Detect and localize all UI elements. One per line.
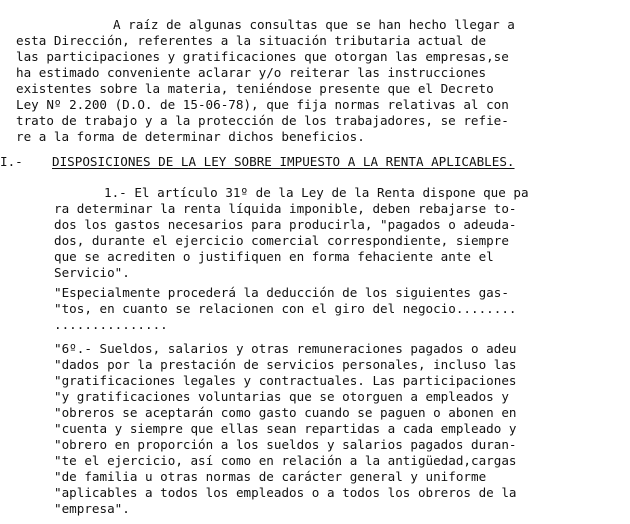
quote-line: "dados por la prestación de servicios personales, incluso las bbox=[54, 357, 517, 372]
paragraph-line: que se acrediten o justifiquen en forma fehaciente ante el bbox=[54, 249, 494, 264]
quote-line: "aplicables a todos los empleados o a todos los obreros de la bbox=[54, 485, 517, 500]
paragraph-line: ra determinar la renta líquida imponible, deben rebajarse to- bbox=[54, 201, 517, 216]
quote-line: ............... bbox=[54, 317, 168, 332]
section-title: DISPOSICIONES DE LA LEY SOBRE IMPUESTO A LA RENTA APLICABLES. bbox=[52, 154, 515, 169]
intro-line: trato de trabajo y a la protección de los trabajadores, se refie- bbox=[16, 113, 509, 128]
paragraph-line: Servicio". bbox=[54, 265, 130, 280]
quote-line: "gratificaciones legales y contractuales. Las participaciones bbox=[54, 373, 517, 388]
section-number: I.- bbox=[0, 154, 23, 169]
quote-line: "Especialmente procederá la deducción de los siguientes gas- bbox=[54, 285, 509, 300]
quote-line: "cuenta y siempre que ellas sean repartidas a cada empleado y bbox=[54, 421, 517, 436]
quote-line: "6º.- Sueldos, salarios y otras remuneraciones pagados o adeu bbox=[54, 341, 517, 356]
paragraph-line: 1.- El artículo 31º de la Ley de la Renta dispone que pa bbox=[104, 185, 529, 200]
intro-line: Ley Nº 2.200 (D.O. de 15-06-78), que fija normas relativas al con bbox=[16, 97, 509, 112]
quote-line: "tos, en cuanto se relacionen con el giro del negocio........ bbox=[54, 301, 517, 316]
paragraph-line: dos, durante el ejercicio comercial correspondiente, siempre bbox=[54, 233, 509, 248]
quote-line: "te el ejercicio, así como en relación a la antigüedad,cargas bbox=[54, 453, 517, 468]
intro-line: re a la forma de determinar dichos beneficios. bbox=[16, 129, 365, 144]
quote-line: "empresa". bbox=[54, 501, 130, 516]
intro-line: existentes sobre la materia, teniéndose presente que el Decreto bbox=[16, 81, 494, 96]
quote-line: "de familia u otras normas de carácter general y uniforme bbox=[54, 469, 487, 484]
intro-line: las participaciones y gratificaciones que otorgan las empresas,se bbox=[16, 49, 509, 64]
quote-line: "obreros se aceptarán como gasto cuando se paguen o abonen en bbox=[54, 405, 517, 420]
intro-line: A raíz de algunas consultas que se han hecho llegar a bbox=[113, 17, 515, 32]
intro-line: esta Dirección, referentes a la situación tributaria actual de bbox=[16, 33, 487, 48]
quote-line: "obrero en proporción a los sueldos y salarios pagados duran- bbox=[54, 437, 517, 452]
section-heading bbox=[0, 154, 630, 170]
paragraph-line: dos los gastos necesarios para producirla, "pagados o adeuda- bbox=[54, 217, 517, 232]
quote-line: "y gratificaciones voluntarias que se otorguen a empleados y bbox=[54, 389, 509, 404]
intro-line: ha estimado conveniente aclarar y/o reiterar las instrucciones bbox=[16, 65, 487, 80]
